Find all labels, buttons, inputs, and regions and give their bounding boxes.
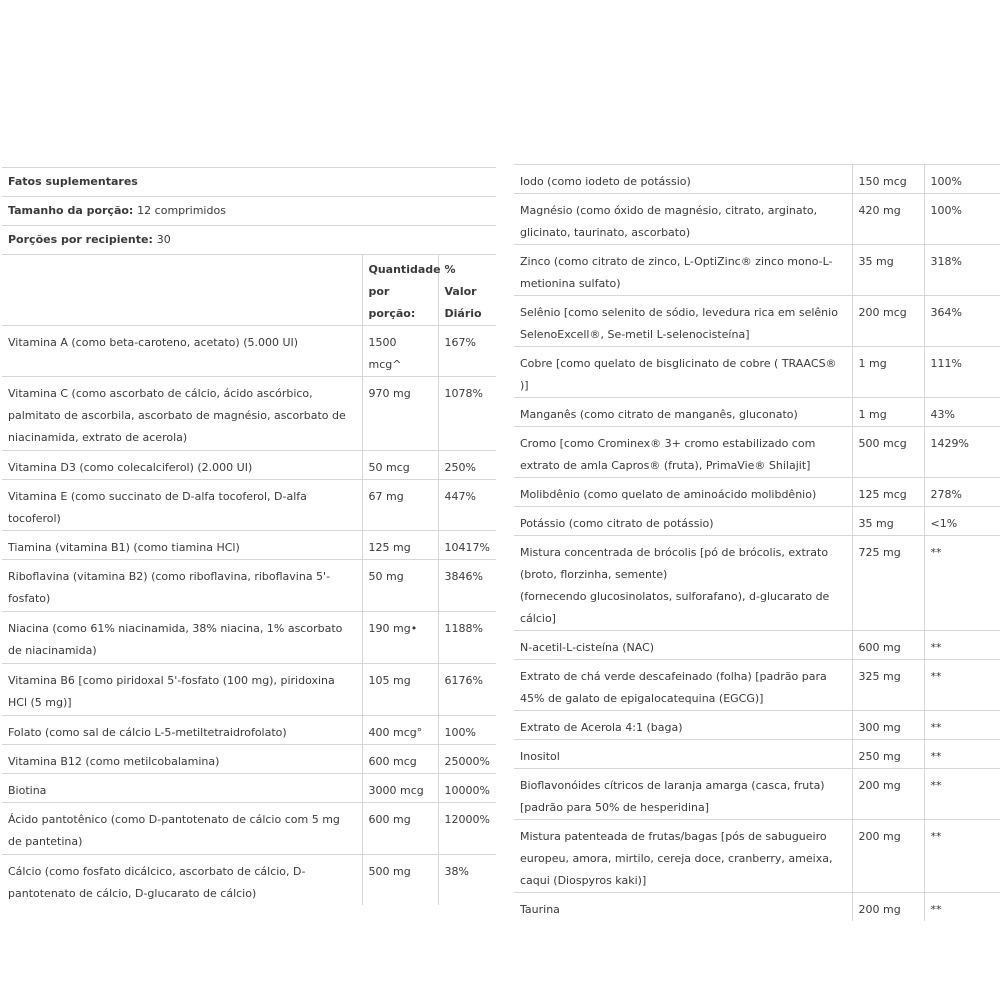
table-row xyxy=(514,478,1000,507)
nutrient-dv: 10000% xyxy=(438,774,496,803)
table-row xyxy=(514,427,1000,478)
nutrient-name: Vitamina E (como succinato de D-alfa tocoferol, D-alfa tocoferol) xyxy=(2,480,362,531)
table-row xyxy=(514,711,1000,740)
table-row xyxy=(2,745,496,774)
nutrient-dv: 100% xyxy=(924,165,1000,194)
nutrient-name-line: Mistura concentrada de brócolis [pó de brócolis, extrato (broto, florzinha, semente) xyxy=(520,546,829,581)
nutrient-amount: 1 mg xyxy=(852,347,924,398)
nutrient-name: Taurina xyxy=(514,893,852,922)
nutrient-dv: 111% xyxy=(924,347,1000,398)
nutrient-amount: 150 mcg xyxy=(852,165,924,194)
facts-title: Fatos suplementares xyxy=(2,168,496,197)
nutrient-name-line: (fornecendo glucosinolatos, sulforafano), d-glucarato de cálcio] xyxy=(520,590,830,625)
nutrient-amount: 600 mcg xyxy=(362,745,438,774)
column-header-dv: % Valor Diário xyxy=(438,255,496,326)
nutrient-amount: 250 mg xyxy=(852,740,924,769)
table-row xyxy=(514,740,1000,769)
nutrient-dv: 1188% xyxy=(438,612,496,664)
nutrient-amount: 420 mg xyxy=(852,194,924,245)
table-row xyxy=(2,803,496,855)
nutrient-amount: 725 mg xyxy=(852,536,924,631)
table-row xyxy=(514,296,1000,347)
nutrient-dv: 38% xyxy=(438,855,496,906)
supplement-facts-table-left xyxy=(2,167,496,905)
table-row xyxy=(514,507,1000,536)
nutrient-dv: 447% xyxy=(438,480,496,531)
nutrient-dv: ** xyxy=(924,893,1000,922)
nutrient-dv: 167% xyxy=(438,326,496,377)
nutrient-name: Magnésio (como óxido de magnésio, citrato, arginato, glicinato, taurinato, ascorbato) xyxy=(514,194,852,245)
nutrient-amount: 300 mg xyxy=(852,711,924,740)
nutrient-name: Vitamina B6 [como piridoxal 5'-fosfato (100 mg), piridoxina HCl (5 mg)] xyxy=(2,664,362,716)
nutrient-dv: ** xyxy=(924,740,1000,769)
servings-label: Porções por recipiente: xyxy=(8,233,153,246)
nutrient-name: Ácido pantotênico (como D-pantotenato de cálcio com 5 mg de pantetina) xyxy=(2,803,362,855)
serving-size xyxy=(2,197,496,226)
table-row xyxy=(514,347,1000,398)
servings-per-container xyxy=(2,226,496,255)
table-row xyxy=(2,326,496,377)
nutrient-dv: ** xyxy=(924,536,1000,631)
nutrient-amount: 400 mcg° xyxy=(362,716,438,745)
table-row xyxy=(514,893,1000,922)
nutrient-dv: 43% xyxy=(924,398,1000,427)
nutrient-dv: ** xyxy=(924,631,1000,660)
nutrient-dv: 278% xyxy=(924,478,1000,507)
nutrient-name: Folato (como sal de cálcio L-5-metiltetraidrofolato) xyxy=(2,716,362,745)
table-row xyxy=(2,560,496,612)
nutrient-amount: 190 mg• xyxy=(362,612,438,664)
nutrient-dv: 364% xyxy=(924,296,1000,347)
nutrient-dv: 100% xyxy=(924,194,1000,245)
nutrient-dv: 3846% xyxy=(438,560,496,612)
column-header-nutrient xyxy=(2,255,362,326)
nutrient-dv: 6176% xyxy=(438,664,496,716)
table-row xyxy=(514,820,1000,893)
nutrient-name: Mistura patenteada de frutas/bagas [pós de sabugueiro europeu, amora, mirtilo, cereja doce, cranberry, ameixa, caqui (Diospyros kaki)] xyxy=(514,820,852,893)
nutrient-name: Iodo (como iodeto de potássio) xyxy=(514,165,852,194)
nutrient-dv: ** xyxy=(924,769,1000,820)
nutrient-dv: <1% xyxy=(924,507,1000,536)
nutrient-name: Cromo [como Crominex® 3+ cromo estabilizado com extrato de amla Capros® (fruta), PrimaVie® Shilajit] xyxy=(514,427,852,478)
table-row xyxy=(514,769,1000,820)
nutrient-dv: ** xyxy=(924,660,1000,711)
supplement-facts-table-right xyxy=(514,164,1000,921)
nutrient-dv: 250% xyxy=(438,451,496,480)
table-row xyxy=(2,377,496,451)
table-row xyxy=(2,774,496,803)
nutrient-amount: 1500 mcg^ xyxy=(362,326,438,377)
nutrient-name: Manganês (como citrato de manganês, gluconato) xyxy=(514,398,852,427)
nutrient-name: Potássio (como citrato de potássio) xyxy=(514,507,852,536)
table-row xyxy=(2,531,496,560)
serving-size-label: Tamanho da porção: xyxy=(8,204,134,217)
nutrient-name: N-acetil-L-cisteína (NAC) xyxy=(514,631,852,660)
nutrient-amount: 105 mg xyxy=(362,664,438,716)
column-header-amount: Quantidade por porção: xyxy=(362,255,438,326)
servings-value: 30 xyxy=(156,233,171,246)
table-row xyxy=(2,612,496,664)
nutrient-dv: 10417% xyxy=(438,531,496,560)
nutrient-name: Inositol xyxy=(514,740,852,769)
nutrient-amount: 50 mcg xyxy=(362,451,438,480)
nutrient-amount: 600 mg xyxy=(852,631,924,660)
nutrient-amount: 125 mcg xyxy=(852,478,924,507)
nutrient-amount: 600 mg xyxy=(362,803,438,855)
nutrient-name: Vitamina A (como beta-caroteno, acetato) (5.000 UI) xyxy=(2,326,362,377)
nutrient-name: Tiamina (vitamina B1) (como tiamina HCl) xyxy=(2,531,362,560)
nutrient-name: Cálcio (como fosfato dicálcico, ascorbato de cálcio, D-pantotenato de cálcio, D-glucarato de cálcio) xyxy=(2,855,362,906)
nutrient-dv: 12000% xyxy=(438,803,496,855)
nutrient-amount: 35 mg xyxy=(852,245,924,296)
nutrient-amount: 67 mg xyxy=(362,480,438,531)
nutrient-amount: 500 mcg xyxy=(852,427,924,478)
nutrient-name: Extrato de chá verde descafeinado (folha) [padrão para 45% de galato de epigalocatequina (EGCG)] xyxy=(514,660,852,711)
nutrient-amount: 200 mcg xyxy=(852,296,924,347)
nutrient-name: Riboflavina (vitamina B2) (como riboflavina, riboflavina 5'-fosfato) xyxy=(2,560,362,612)
nutrient-name: Zinco (como citrato de zinco, L-OptiZinc® zinco mono-L-metionina sulfato) xyxy=(514,245,852,296)
nutrient-name: Vitamina C (como ascorbato de cálcio, ácido ascórbico, palmitato de ascorbila, ascorbato de magnésio, ascorbato de niacinamida, extrato de acerola) xyxy=(2,377,362,451)
serving-size-value: 12 comprimidos xyxy=(137,204,226,217)
nutrient-amount: 200 mg xyxy=(852,820,924,893)
nutrient-name: Vitamina B12 (como metilcobalamina) xyxy=(2,745,362,774)
nutrient-amount: 200 mg xyxy=(852,893,924,922)
table-row xyxy=(514,194,1000,245)
table-row xyxy=(2,451,496,480)
nutrient-amount: 970 mg xyxy=(362,377,438,451)
nutrient-name: Extrato de Acerola 4:1 (baga) xyxy=(514,711,852,740)
nutrient-name: Vitamina D3 (como colecalciferol) (2.000 UI) xyxy=(2,451,362,480)
nutrient-dv: ** xyxy=(924,820,1000,893)
nutrient-name: Cobre [como quelato de bisglicinato de cobre ( TRAACS® )] xyxy=(514,347,852,398)
nutrient-amount: 325 mg xyxy=(852,660,924,711)
nutrient-name: Selênio [como selenito de sódio, levedura rica em selênio SelenoExcell®, Se-metil L-selenocisteína] xyxy=(514,296,852,347)
nutrient-dv: 1078% xyxy=(438,377,496,451)
table-row xyxy=(2,716,496,745)
table-row xyxy=(514,660,1000,711)
nutrient-amount: 500 mg xyxy=(362,855,438,906)
nutrient-name: Molibdênio (como quelato de aminoácido molibdênio) xyxy=(514,478,852,507)
table-row xyxy=(514,631,1000,660)
table-row xyxy=(514,165,1000,194)
table-row xyxy=(514,245,1000,296)
nutrient-dv: 1429% xyxy=(924,427,1000,478)
table-row xyxy=(2,855,496,906)
nutrient-amount: 50 mg xyxy=(362,560,438,612)
nutrient-dv: 100% xyxy=(438,716,496,745)
nutrient-dv: 25000% xyxy=(438,745,496,774)
nutrient-amount: 200 mg xyxy=(852,769,924,820)
nutrient-amount: 35 mg xyxy=(852,507,924,536)
nutrient-amount: 1 mg xyxy=(852,398,924,427)
table-row xyxy=(2,664,496,716)
nutrient-amount: 3000 mcg xyxy=(362,774,438,803)
nutrient-name: Niacina (como 61% niacinamida, 38% niacina, 1% ascorbato de niacinamida) xyxy=(2,612,362,664)
table-row xyxy=(514,536,1000,631)
nutrient-name: Bioflavonóides cítricos de laranja amarga (casca, fruta) [padrão para 50% de hesperidina] xyxy=(514,769,852,820)
nutrient-name: Biotina xyxy=(2,774,362,803)
nutrient-dv: ** xyxy=(924,711,1000,740)
nutrient-dv: 318% xyxy=(924,245,1000,296)
table-row xyxy=(514,398,1000,427)
nutrient-name xyxy=(514,536,852,631)
table-row xyxy=(2,480,496,531)
nutrient-amount: 125 mg xyxy=(362,531,438,560)
